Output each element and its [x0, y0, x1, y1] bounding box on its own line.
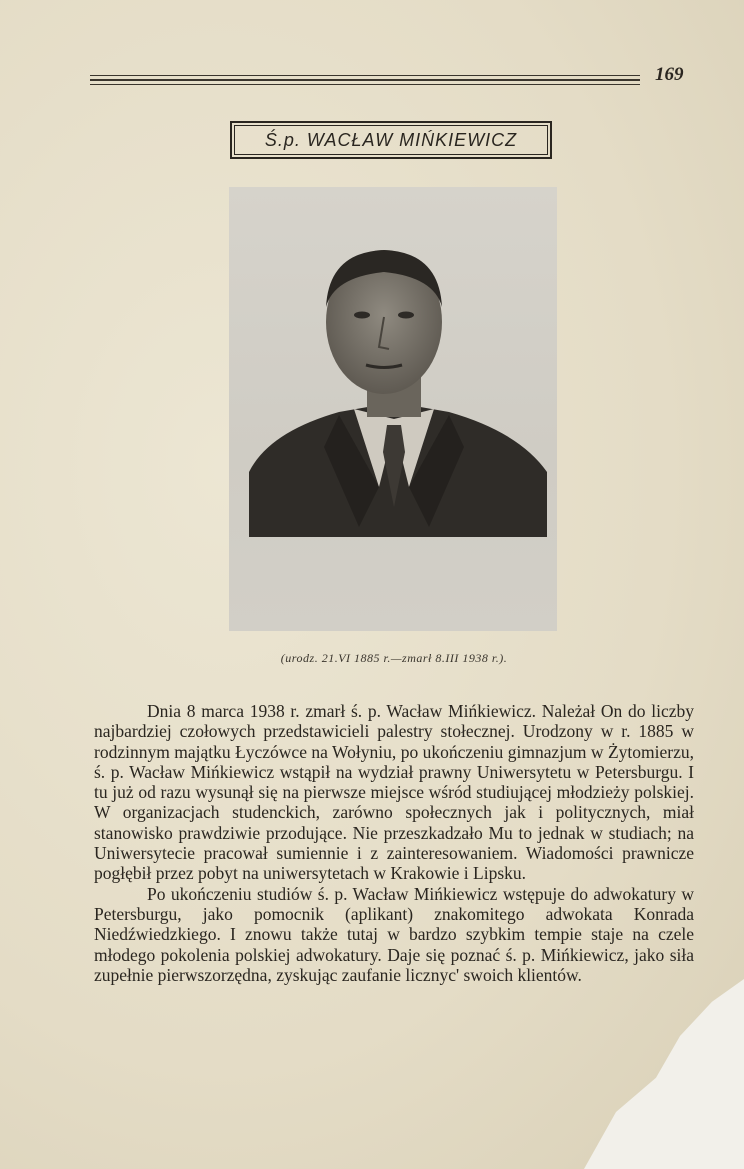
- title-frame: [230, 121, 552, 159]
- article-body: [94, 701, 694, 985]
- torn-page-corner: [584, 979, 744, 1169]
- rule-line-top: [90, 75, 640, 76]
- portrait-image: [229, 187, 557, 631]
- header-rule: [90, 73, 640, 87]
- portrait-caption: (urodz. 21.VI 1885 r.—zmarł 8.III 1938 r.).: [280, 651, 508, 665]
- paragraph-2: Po ukończeniu studiów ś. p. Wacław Mińkiewicz wstępuje do adwokatury w Petersburgu, jako pomocnik (aplikant) znakomitego adwokata Konrada Niedźwiedzkiego. I znowu także tutaj w bardzo szybkim tempie staje na czele młodego pokolenia polskiej adwokatury. Daje się poznać ś. p. Mińkiewicz, jako siła zupełnie pierwszorzędna, zyskując zaufanie licznyc' swoich klientów.: [94, 883, 694, 985]
- paragraph-1: Dnia 8 marca 1938 r. zmarł ś. p. Wacław Mińkiewicz. Należał On do liczby najbardziej czołowych przedstawicieli palestry stołecznej. Urodzony w r. 1885 w rodzinnym majątku Łyczówce na Wołyniu, po ukończeniu gimnazjum w Żytomierzu, ś. p. Wacław Mińkiewicz wstąpił na wydział prawny Uniwersytetu w Petersburgu. I tu już od razu wysunął się na pierwsze miejsce wśród studiującej młodzieży polskiej. W organizacjach studenckich, zarówno społecznych jak i politycznych, miał stanowisko prawdziwie przodujące. Nie przeszkadzało Mu to jednak w studiach; na Uniwersytecie pracował sumiennie i z zainteresowaniem. Wiadomości prawnicze pogłębił przez pobyt na uniwersytetach w Krakowie i Lipsku.: [94, 701, 694, 884]
- rule-line-bottom: [90, 84, 640, 85]
- page-number: 169: [655, 64, 684, 85]
- rule-line-middle: [90, 79, 640, 81]
- page-title: Ś.p. WACŁAW MIŃKIEWICZ: [264, 129, 518, 150]
- portrait-photo: [229, 187, 557, 631]
